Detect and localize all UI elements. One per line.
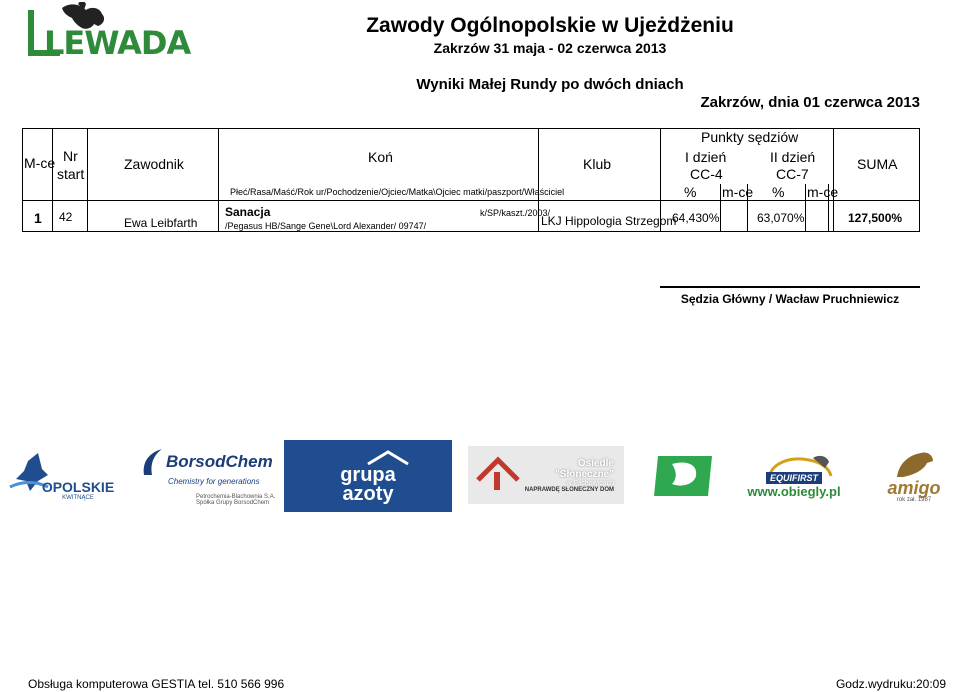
row-horse: Sanacja (225, 205, 271, 219)
col-nr: Nr (63, 148, 78, 164)
row-horse-pedigree: /Pegasus HB/Sange Gene\Lord Alexander/ 09747/ (225, 221, 427, 231)
row-day2-pct: 63,070% (757, 211, 805, 225)
row-rider: Ewa Leibfarth (124, 216, 198, 230)
house-roof-icon (476, 454, 520, 494)
row-nr: 42 (59, 210, 73, 224)
place-date: Zakrzów, dnia 01 czerwca 2013 (700, 94, 920, 111)
col-sum: SUMA (857, 156, 898, 172)
sponsor-green-emblem (650, 440, 718, 512)
signature-line (660, 286, 920, 288)
azoty-text-1: grupa (340, 464, 396, 486)
col-day1-test: CC-4 (690, 166, 723, 182)
sponsor-borsodchem (140, 440, 276, 512)
row-club: LKJ Hippologia Strzegom (541, 214, 677, 228)
opolskie-sub: KWITNĄCE (62, 495, 94, 501)
col-club: Klub (583, 156, 612, 172)
azoty-text-2: azoty (342, 483, 394, 505)
col-place: M-ce (24, 155, 56, 171)
results-table (22, 128, 920, 232)
opolskie-text: OPOLSKIE (41, 479, 115, 495)
borsod-sub: Chemistry for generations (168, 476, 260, 486)
amigo-text: amigo (887, 478, 941, 498)
borsod-sub3: Spółka Grupy BorsodChem (196, 499, 270, 506)
col-day2-place: m-ce (807, 184, 839, 200)
sponsor-opolskie (4, 440, 122, 512)
equifirst-text: EQUIFIRST (766, 472, 822, 484)
row-day1-pct: 64,430% (672, 211, 720, 225)
row-sum: 127,500% (848, 211, 903, 225)
borsod-sub2: Petrochemia-Blachownia S.A. (196, 493, 276, 500)
sponsor-osiedle (468, 446, 624, 504)
sponsor-amigo (874, 440, 954, 512)
col-day2: II dzień (770, 149, 816, 165)
col-day1: I dzień (685, 149, 727, 165)
col-day1-place: m-ce (722, 184, 754, 200)
event-dates: Zakrzów 31 maja - 02 czerwca 2013 (433, 40, 667, 56)
chief-judge-signature: Sędzia Główny / Wacław Pruchniewicz (680, 292, 900, 306)
borsod-swoosh-icon (140, 447, 166, 477)
sponsor-equifirst (736, 440, 852, 512)
horse-silhouette-icon (889, 449, 939, 479)
col-judges: Punkty sędziów (701, 129, 799, 145)
borsod-text: BorsodChem (166, 451, 273, 471)
col-horse-sub: Płeć/Rasa/Maść/Rok ur/Pochodzenie/Ojciec/Matka\Ojciec matki/paszport/Właściciel (230, 187, 565, 197)
col-day2-test: CC-7 (776, 166, 809, 182)
sponsor-grupa-azoty (284, 440, 452, 512)
col-horse: Koń (368, 149, 393, 165)
results-subtitle: Wyniki Małej Rundy po dwóch dniach (416, 76, 684, 93)
col-rider: Zawodnik (124, 156, 184, 172)
row-horse-info: k/SP/kaszt./2003/ (480, 208, 551, 218)
osiedle-4: NAPRAWDĘ SŁONECZNY DOM (524, 486, 614, 493)
osiedle-3: w Pilchowicach (566, 479, 614, 487)
logo-text: LEWADA (44, 24, 191, 62)
osiedle-1: Osiedle (577, 457, 614, 469)
col-day2-pct: % (772, 184, 785, 200)
col-day1-pct: % (684, 184, 697, 200)
osiedle-2: "Słoneczne" (555, 468, 614, 480)
obiegly-url: www.obiegly.pl (747, 483, 841, 499)
lewada-logo (22, 2, 222, 62)
print-time: Godz.wydruku:20:09 (835, 677, 946, 691)
amigo-sub: rok zał. 1987 (896, 497, 932, 503)
footer-left: Obsługa komputerowa GESTIA tel. 510 566 996 (28, 677, 285, 691)
row-place: 1 (34, 210, 42, 226)
event-title: Zawody Ogólnopolskie w Ujeżdżeniu (366, 14, 734, 37)
col-start: start (57, 166, 85, 182)
green-emblem-icon (652, 454, 716, 498)
